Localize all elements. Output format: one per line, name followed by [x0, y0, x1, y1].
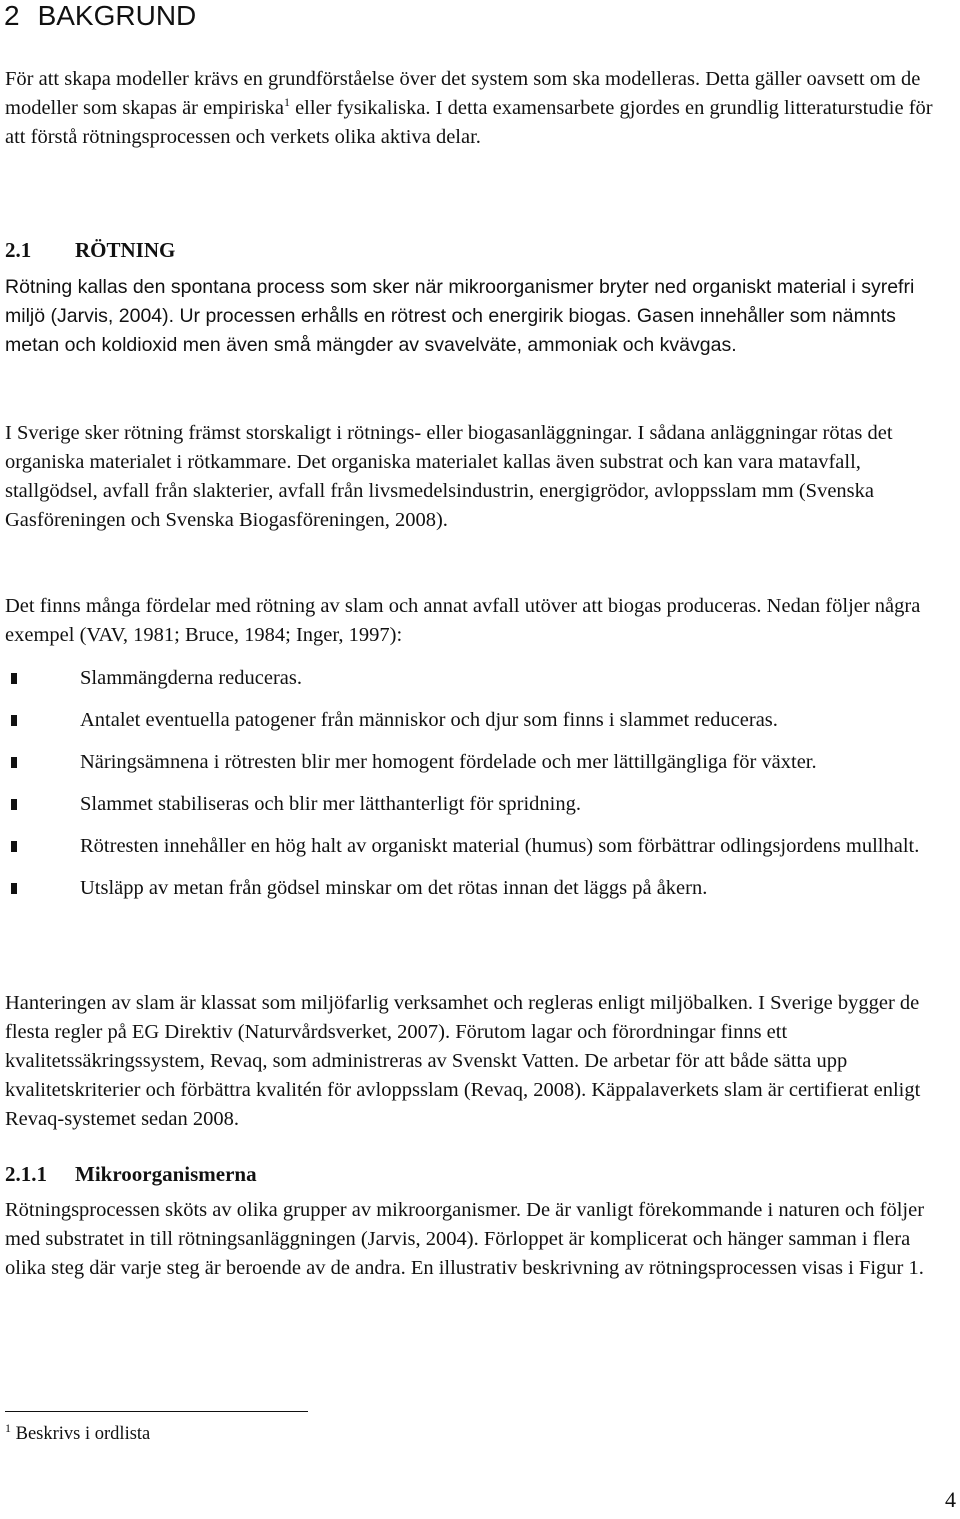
subsection-number: 2.1.1 [5, 1162, 47, 1186]
list-item [5, 664, 955, 693]
intro-text-1: För att skapa modeller krävs en grundförståelse över det system som ska modelleras. Detta gäller oavsett om de modeller som skapas är empiriska [5, 68, 921, 119]
list-item-text: Utsläpp av metan från gödsel minskar om det rötas innan det läggs på åkern. [80, 877, 708, 899]
list-item-text: Slammängderna reduceras. [80, 667, 302, 689]
benefits-list [5, 664, 955, 916]
section-number: 2.1 [5, 238, 32, 262]
list-item [5, 706, 955, 735]
chapter-heading [4, 0, 196, 32]
bullet-icon [11, 715, 17, 726]
section-title: RÖTNING [75, 238, 176, 262]
chapter-title: BAKGRUND [37, 0, 197, 31]
list-item-text: Slammet stabiliseras och blir mer lätthanterligt för spridning. [80, 793, 581, 815]
chapter-number: 2 [4, 0, 20, 31]
subsection-heading-mikroorganismerna [5, 1162, 257, 1187]
list-item [5, 790, 955, 819]
footnote-text: Beskrivs i ordlista [11, 1424, 151, 1444]
list-item [5, 832, 955, 861]
footnote [5, 1420, 151, 1445]
intro-text-2: eller fysikaliska. I detta examensarbete gjordes en grundlig litteraturstudie för att förstå rötningsprocessen och verkets olika aktiva delar. [5, 97, 933, 148]
bullet-icon [11, 841, 17, 852]
mikro-paragraph: Rötningsprocessen sköts av olika grupper av mikroorganismer. De är vanligt förekommande i naturen och följer med substratet in till rötningsanläggningen (Jarvis, 2004). Förloppet är komplicerat och hänger samman i flera olika steg där varje steg är beroende av de andra. En illustrativ beskrivning av rötningsprocessen visas i Figur 1. [5, 1199, 925, 1279]
section-heading-rotning [5, 238, 175, 263]
sverige-paragraph: I Sverige sker rötning främst storskaligt i rötnings- eller biogasanläggningar. I sådana anläggningar rötas det organiska materialet i rötkammare. Det organiska materialet kallas även substrat och kan vara matavfall, stallgödsel, avfall från slakterier, avfall från livsmedelsindustrin, energigrödor, avloppsslam mm (Svenska Gasföreningen och Svenska Biogasföreningen, 2008). [5, 422, 893, 531]
list-item-text: Antalet eventuella patogener från människor och djur som finns i slammet reduceras. [80, 709, 778, 731]
bullet-icon [11, 883, 17, 894]
hantering-paragraph: Hanteringen av slam är klassat som miljöfarlig verksamhet och regleras enligt miljöbalken. I Sverige bygger de flesta regler på EG Direktiv (Naturvårdsverket, 2007). Förutom lagar och förordningar finns ett kvalitetssäkringssystem, Revaq, som administreras av Svenskt Vatten. De arbetar för att både sätta upp kvalitetskriterier och förbättra kvalitén för avloppsslam (Revaq, 2008). Käppalaverkets slam är certifierat enligt Revaq-systemet sedan 2008. [5, 992, 921, 1130]
list-item-text: Näringsämnena i rötresten blir mer homogent fördelade och mer lättillgängliga för växter. [80, 751, 817, 773]
bullet-icon [11, 757, 17, 768]
subsection-title: Mikroorganismerna [75, 1162, 257, 1186]
list-item-text: Rötresten innehåller en hög halt av organiskt material (humus) som förbättrar odlingsjordens mullhalt. [80, 835, 920, 857]
page-number: 4 [945, 1487, 956, 1512]
bullet-icon [11, 799, 17, 810]
rotning-paragraph: Rötning kallas den spontana process som sker när mikroorganismer bryter ned organiskt material i syrefri miljö (Jarvis, 2004). Ur processen erhålls en rötrest och energirik biogas. Gasen innehåller som nämnts metan och koldioxid men även små mängder av svavelväte, ammoniak och kvävgas. [5, 276, 915, 356]
footnote-divider [5, 1411, 308, 1412]
intro-paragraph [5, 65, 955, 152]
list-item [5, 874, 955, 903]
footnote-mark: 1 [5, 1420, 11, 1435]
bullet-icon [11, 673, 17, 684]
footnote-ref: 1 [283, 95, 290, 110]
fordelar-paragraph: Det finns många fördelar med rötning av slam och annat avfall utöver att biogas produceras. Nedan följer några exempel (VAV, 1981; Bruce, 1984; Inger, 1997): [5, 595, 921, 646]
list-item [5, 748, 955, 777]
